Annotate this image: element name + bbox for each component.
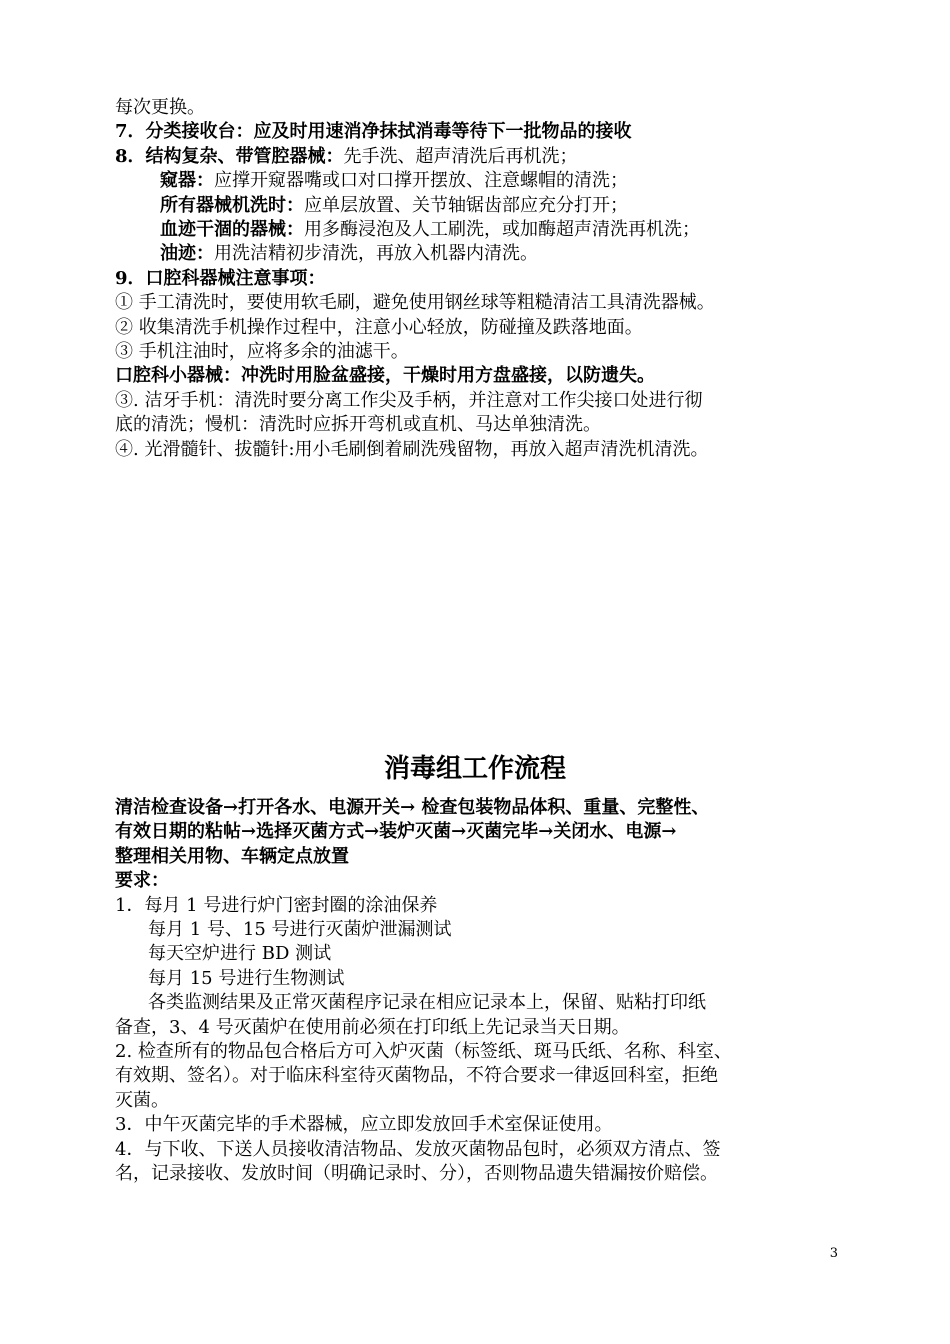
requirement-1e-line2: 备查，3、4 号灭菌炉在使用前必须在打印纸上先记录当天日期。 (115, 1016, 630, 1038)
oil-stain-line (115, 242, 840, 266)
circled-3: ③ 手机注油时，应将多余的油滤干。 (115, 341, 409, 363)
requirement-2-line3: 灭菌。 (115, 1089, 169, 1111)
item-8 (115, 145, 840, 169)
dried-blood-label: 血迹干涸的器械： (160, 219, 304, 241)
flow-line-1: 清洁检查设备→打开各水、电源开关→ 检查包装物品体积、重量、完整性、 (115, 797, 710, 818)
circled-2: ② 收集清洗手机操作过程中，注意小心轻放，防碰撞及跌落地面。 (115, 316, 643, 338)
flow-line-2: 有效日期的粘帖→选择灭菌方式→装炉灭菌→灭菌完毕→关闭水、电源→ (115, 821, 677, 843)
kuiqi-label: 窥器： (160, 170, 214, 192)
requirement-1c: 每天空炉进行 BD 测试 (148, 943, 332, 965)
section-sterilization-flow (115, 796, 840, 1187)
kuiqi-line (115, 169, 840, 193)
requirement-1: 1．每月 1 号进行炉门密封圈的涂油保养 (115, 894, 438, 916)
item-7: 7．分类接收台：应及时用速消净抹拭消毒等待下一批物品的接收 (115, 121, 632, 143)
requirements-heading: 要求： (115, 870, 169, 892)
circled-3b-line2: 底的清洗；慢机：清洗时应拆开弯机或直机、马达单独清洗。 (115, 414, 601, 436)
oil-stain-label: 油迹： (160, 243, 214, 265)
machine-wash-label: 所有器械机洗时： (160, 194, 304, 216)
dried-blood-line (115, 218, 840, 242)
requirement-4-line2: 名，记录接收、发放时间（明确记录时、分），否则物品遗失错漏按价赔偿。 (115, 1163, 718, 1185)
requirement-4-line1: 4．与下收、下送人员接收清洁物品、发放灭菌物品包时，必须双方清点、签 (115, 1138, 721, 1160)
flow-line-3: 整理相关用物、车辆定点放置 (115, 845, 349, 867)
requirement-1d: 每月 15 号进行生物测试 (148, 967, 345, 989)
requirement-3: 3．中午灭菌完毕的手术器械，应立即发放回手术室保证使用。 (115, 1114, 613, 1136)
requirement-2-line2: 有效期、签名）。对于临床科室待灭菌物品，不符合要求一律返回科室，拒绝 (115, 1065, 718, 1087)
item-8-text: 先手洗、超声清洗后再机洗； (343, 145, 578, 167)
machine-wash-line (115, 194, 840, 218)
small-instruments-note: 口腔科小器械：冲洗时用脸盆盛接，干燥时用方盘盛接，以防遗失。 (115, 365, 655, 387)
text-line: 每次更换。 (115, 97, 205, 118)
section-title: 消毒组工作流程 (383, 754, 566, 784)
requirement-2-line1: 2. 检查所有的物品包合格后方可入炉灭菌（标签纸、斑马氏纸、名称、科室、 (115, 1041, 732, 1063)
requirement-1e-line1: 各类监测结果及正常灭菌程序记录在相应记录本上，保留、贴粘打印纸 (148, 992, 706, 1014)
dried-blood-text: 用多酶浸泡及人工刷洗，或加酶超声清洗再机洗； (304, 219, 700, 241)
oil-stain-text: 用洗洁精初步清洗，再放入机器内清洗。 (214, 243, 538, 265)
machine-wash-text: 应单层放置、关节轴锯齿部应充分打开； (304, 194, 628, 216)
item-8-label: 8．结构复杂、带管腔器械： (115, 145, 344, 167)
requirement-1b: 每月 1 号、15 号进行灭菌炉泄漏测试 (148, 919, 452, 941)
page-number: 3 (829, 1246, 838, 1261)
circled-3b-line1: ③. 洁牙手机：清洗时要分离工作尖及手柄，并注意对工作尖接口处进行彻 (115, 389, 703, 411)
kuiqi-text: 应撑开窥器嘴或口对口撑开摆放、注意螺帽的清洗； (214, 170, 628, 192)
circled-4: ④. 光滑髓针、拔髓针:用小毛刷倒着刷洗残留物，再放入超声清洗机清洗。 (115, 438, 709, 460)
item-9: 9．口腔科器械注意事项： (115, 267, 326, 289)
section-cleaning-notes (115, 96, 840, 462)
circled-1: ① 手工清洗时，要使用软毛刷，避免使用钢丝球等粗糙清洁工具清洗器械。 (115, 292, 715, 314)
